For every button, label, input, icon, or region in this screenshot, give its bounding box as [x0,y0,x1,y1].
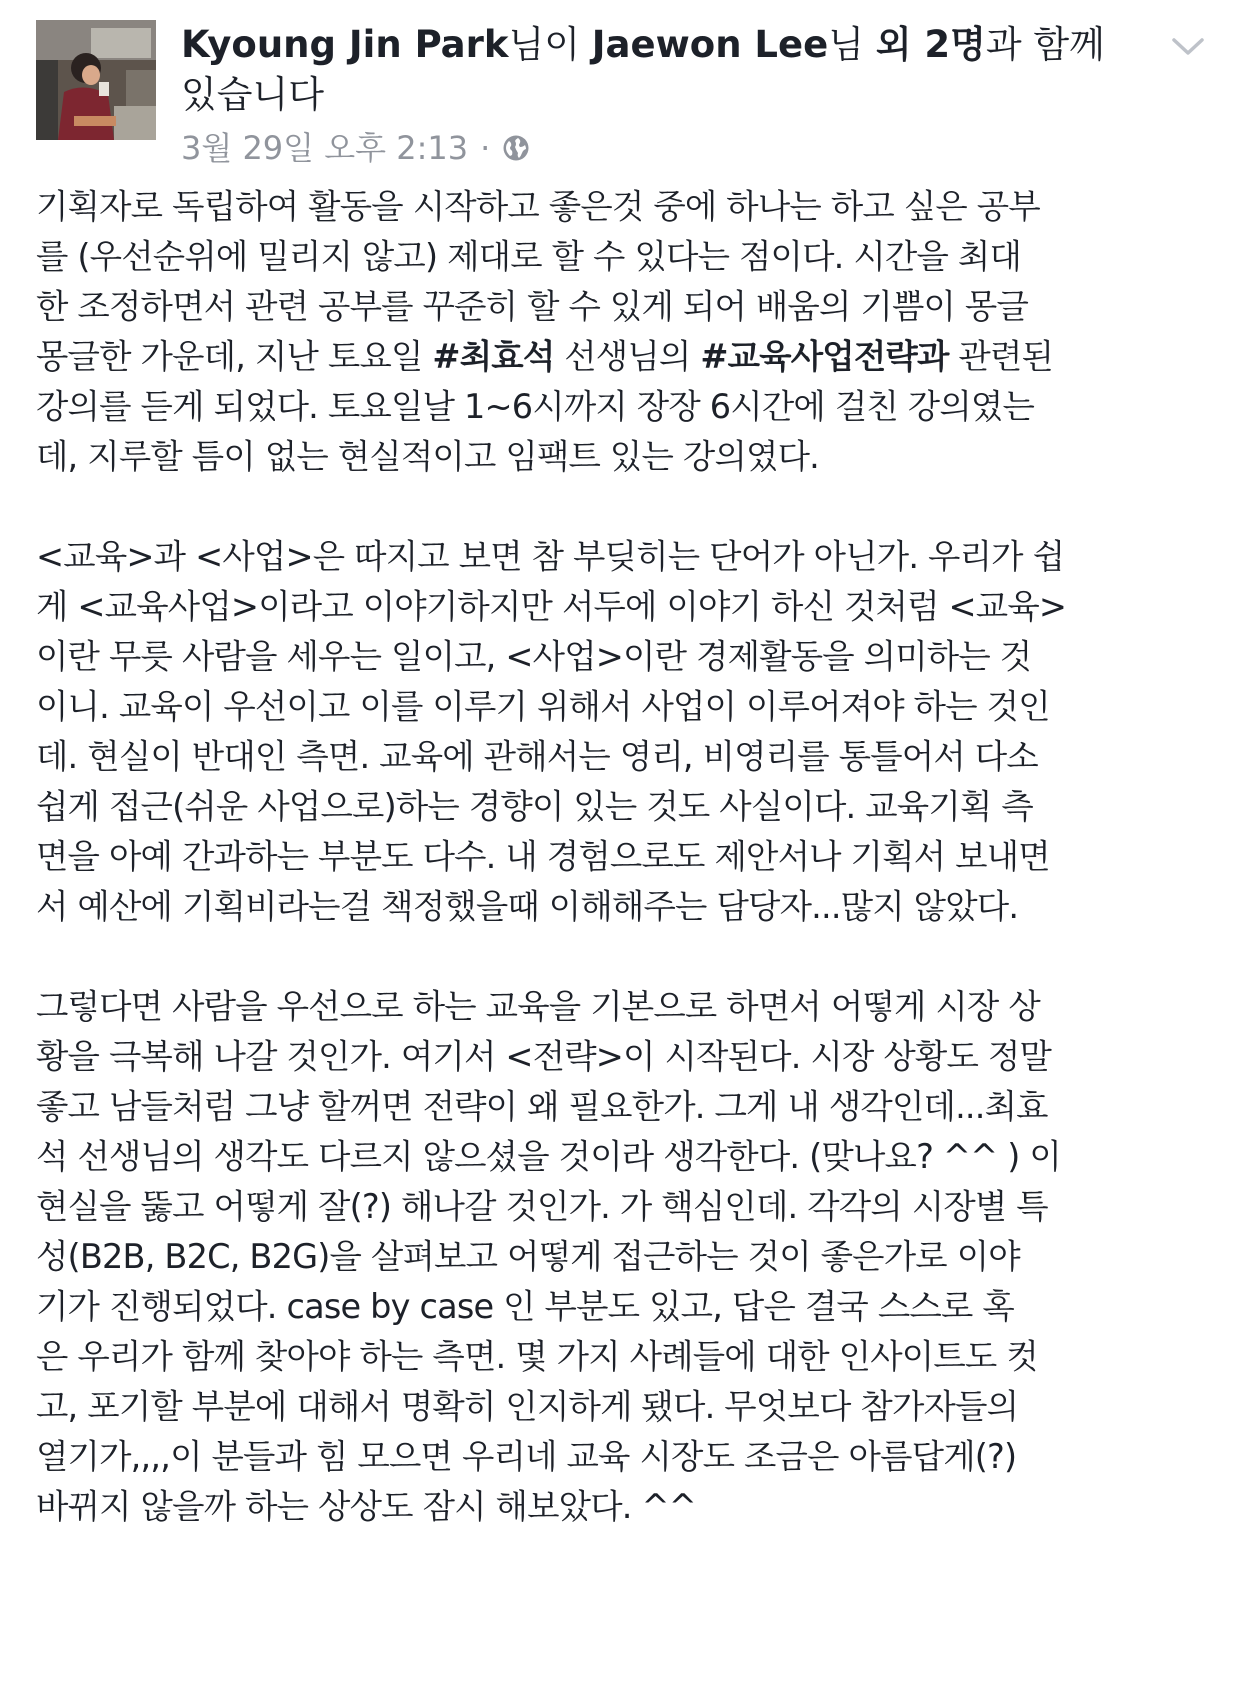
text-line: 를 (우선순위에 밀리지 않고) 제대로 할 수 있다는 점이다. 시간을 최대 [36,237,1022,276]
post-body [36,182,1211,1532]
globe-icon[interactable] [502,134,530,162]
text-line: 좋고 남들처럼 그냥 할꺼면 전략이 왜 필요한가. 그게 내 생각인데...최효 [36,1087,1048,1126]
tagged-name[interactable]: Jaewon Lee [591,23,829,66]
tagged-particle: 님 [828,23,876,66]
text-line: 그렇다면 사람을 우선으로 하는 교육을 기본으로 하면서 어떻게 시장 상 [36,987,1040,1026]
text-segment: 선생님의 [554,337,701,376]
paragraph [36,532,1211,932]
text-line: 게 <교육사업>이라고 이야기하지만 서두에 이야기 하신 것처럼 <교육> [36,587,1067,626]
text-line: 고, 포기할 부분에 대해서 명확히 인지하게 됐다. 무엇보다 참가자들의 [36,1387,1019,1426]
text-segment: 몽글한 가운데, 지난 토요일 [36,337,433,376]
paragraph [36,982,1211,1532]
text-line: 열기가,,,,이 분들과 힘 모으면 우리네 교육 시장도 조금은 아름답게(?) [36,1437,1017,1476]
hashtag-link[interactable]: #최효석 [432,337,555,376]
text-line: 기획자로 독립하여 활동을 시작하고 좋은것 중에 하나는 하고 싶은 공부 [36,187,1040,226]
text-line: 데, 지루할 틈이 없는 현실적이고 임팩트 있는 강의였다. [36,437,819,476]
paragraph-gap [36,482,1211,532]
paragraph-gap [36,932,1211,982]
text-line: 성(B2B, B2C, B2G)을 살펴보고 어떻게 접근하는 것이 좋은가로 이야 [36,1237,1020,1276]
text-line [36,332,1211,382]
text-line: <교육>과 <사업>은 따지고 보면 참 부딪히는 단어가 아닌가. 우리가 쉽 [36,537,1065,576]
text-line: 한 조정하면서 관련 공부를 꾸준히 할 수 있게 되어 배움의 기쁨이 몽글 [36,287,1029,326]
text-line: 이니. 교육이 우선이고 이를 이루기 위해서 사업이 이루어져야 하는 것인 [36,687,1050,726]
avatar-photo [36,20,156,140]
post-meta [181,128,1141,168]
actor-particle: 님이 [508,23,592,66]
story-title [181,20,1141,120]
text-line: 석 선생님의 생각도 다르지 않으셨을 것이라 생각한다. (맞나요? ^^ ) 이 [36,1137,1061,1176]
text-line: 황을 극복해 나갈 것인가. 여기서 <전략>이 시작된다. 시장 상황도 정말 [36,1037,1052,1076]
post-header [36,20,1206,170]
text-line: 기가 진행되었다. case by case 인 부분도 있고, 답은 결국 스스로 혹 [36,1287,1014,1326]
header-text [181,20,1141,168]
avatar[interactable] [36,20,156,140]
text-line: 이란 무릇 사람을 세우는 일이고, <사업>이란 경제활동을 의미하는 것 [36,637,1032,676]
text-line: 서 예산에 기획비라는걸 책정했을때 이해해주는 담당자...많지 않았다. [36,887,1019,926]
others-link[interactable]: 외 2명 [875,23,986,66]
text-line: 강의를 듣게 되었다. 토요일날 1~6시까지 장장 6시간에 걸친 강의였는 [36,387,1035,426]
hashtag-link[interactable]: #교육사업전략과 [700,337,949,376]
text-line: 은 우리가 함께 찾아야 하는 측면. 몇 가지 사례들에 대한 인사이트도 컷 [36,1337,1038,1376]
text-line: 데. 현실이 반대인 측면. 교육에 관해서는 영리, 비영리를 통틀어서 다소 [36,737,1038,776]
text-line: 바뀌지 않을까 하는 상상도 잠시 해보았다. ^^ [36,1487,697,1526]
text-line: 면을 아예 간과하는 부분도 다수. 내 경험으로도 제안서나 기획서 보내면 [36,837,1050,876]
chevron-down-icon[interactable] [1170,34,1206,58]
with-text-line2: 있습니다 [181,73,324,116]
text-line: 쉽게 접근(쉬운 사업으로)하는 경향이 있는 것도 사실이다. 교육기획 측 [36,787,1033,826]
timestamp[interactable]: 3월 29일 오후 2:13 [181,129,469,167]
text-line: 현실을 뚫고 어떻게 잘(?) 해나갈 것인가. 가 핵심인데. 각각의 시장별 특 [36,1187,1048,1226]
meta-separator: · [480,129,491,167]
with-text: 과 함께 [985,23,1105,66]
actor-name[interactable]: Kyoung Jin Park [181,23,509,66]
paragraph [36,182,1211,482]
text-segment: 관련된 [948,337,1054,376]
